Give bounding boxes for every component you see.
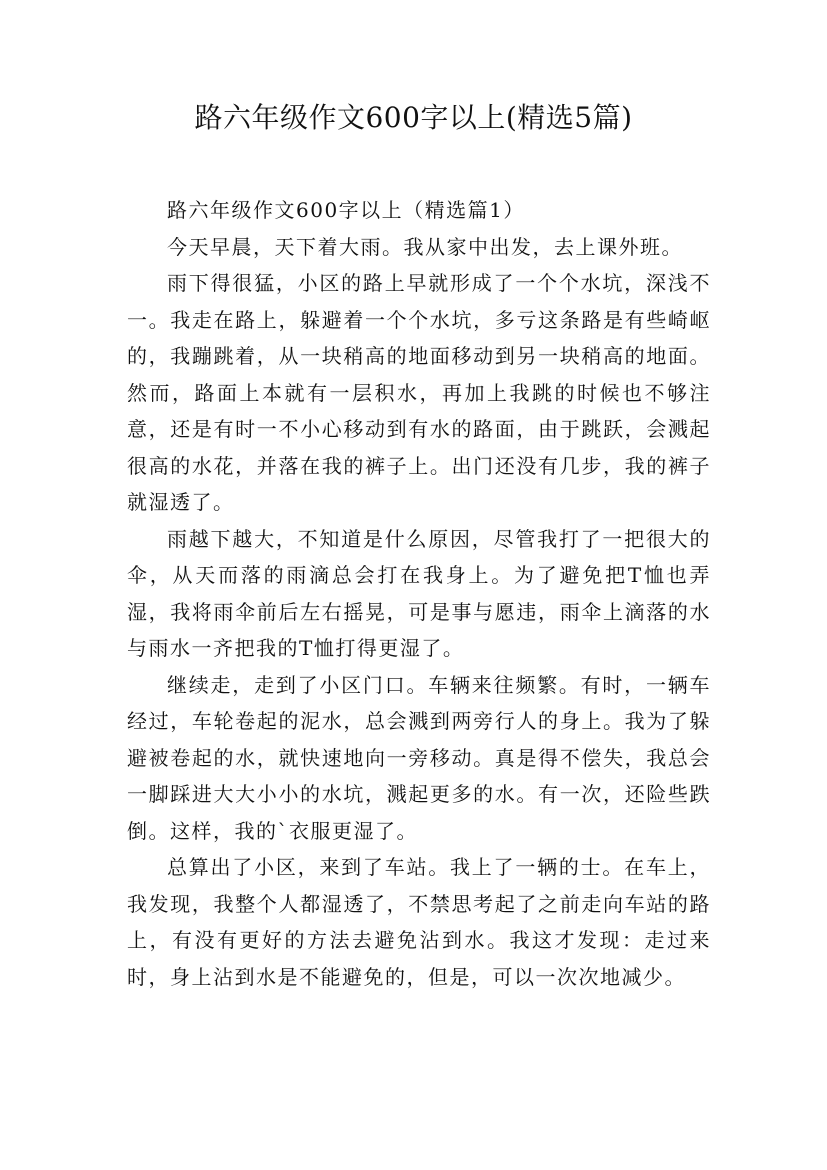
section-heading: 路六年级作文600字以上（精选篇1） [167,198,525,222]
paragraph-5: 总算出了小区，来到了车站。我上了一辆的士。在车上，我发现，我整个人都湿透了，不禁思考起了之前走向车站的路上，有没有更好的方法去避免沾到水。我这才发现：走过来时，身上沾到水是不能避免的，但是，可以一次次地减少。 [127,855,711,989]
document-body [127,192,711,995]
paragraph-2: 雨下得很猛，小区的路上早就形成了一个个水坑，深浅不一。我走在路上，躲避着一个个水坑，多亏这条路是有些崎岖的，我蹦跳着，从一块稍高的地面移动到另一块稍高的地面。然而，路面上本就有一层积水，再加上我跳的时候也不够注意，还是有时一不小心移动到有水的路面，由于跳跃，会溅起很高的水花，并落在我的裤子上。出门还没有几步，我的裤子就湿透了。 [127,271,711,514]
paragraph-3: 雨越下越大，不知道是什么原因，尽管我打了一把很大的伞，从天而落的雨滴总会打在我身上。为了避免把T恤也弄湿，我将雨伞前后左右摇晃，可是事与愿违，雨伞上滴落的水与雨水一齐把我的T恤打得更湿了。 [127,526,711,660]
paragraph-4: 继续走，走到了小区门口。车辆来往频繁。有时，一辆车经过，车轮卷起的泥水，总会溅到两旁行人的身上。我为了躲避被卷起的水，就快速地向一旁移动。真是得不偿失，我总会一脚踩进大大小小的水坑，溅起更多的水。有一次，还险些跌倒。这样，我的`衣服更湿了。 [127,672,711,843]
document-title: 路六年级作文600字以上(精选5篇) [194,101,633,134]
paragraph-1: 今天早晨，天下着大雨。我从家中出发，去上课外班。 [167,234,683,259]
